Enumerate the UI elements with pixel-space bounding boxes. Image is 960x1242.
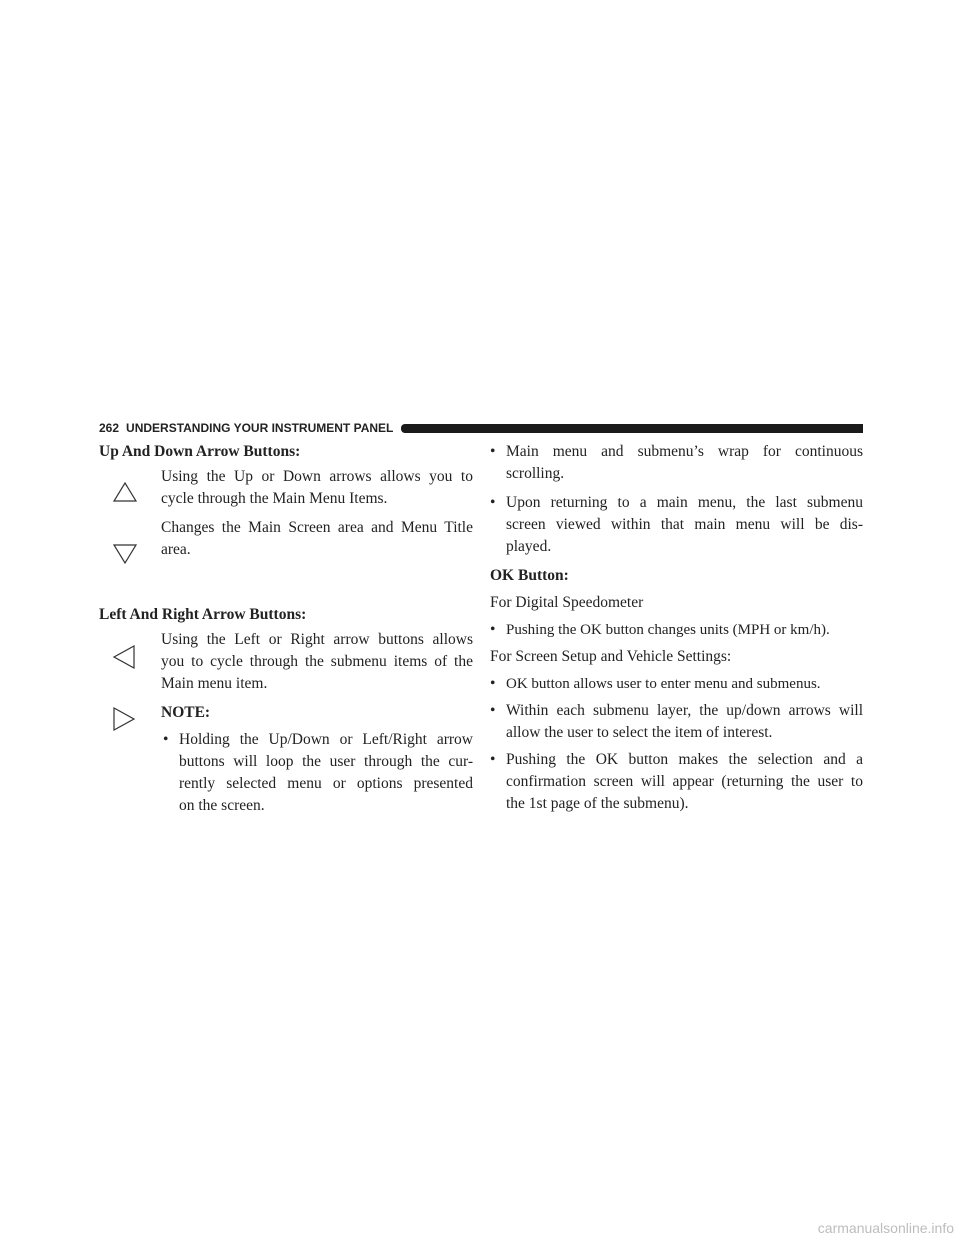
bullet-mark: •: [490, 494, 496, 511]
note-label: NOTE:: [161, 704, 211, 721]
return-bullet-line3: played.: [506, 538, 552, 555]
bullet-mark: •: [490, 621, 496, 638]
setup-bullet-3-line1: Pushing the OK button makes the selection and a: [506, 751, 863, 768]
bullet-mark: •: [490, 702, 496, 719]
updown-para-1-line2: cycle through the Main Menu Items.: [161, 490, 388, 507]
leftright-para-line3: Main menu item.: [161, 675, 268, 692]
ok-heading: OK Button:: [490, 567, 569, 584]
note-bullet-mark: •: [163, 731, 169, 748]
return-bullet-line2: screen viewed within that main menu will be dis-: [506, 516, 863, 533]
section-title: UNDERSTANDING YOUR INSTRUMENT PANEL: [126, 421, 394, 435]
setup-bullet-3-line2: confirmation screen will appear (returning the user to: [506, 773, 863, 790]
setup-bullet-3-line3: the 1st page of the submenu).: [506, 795, 689, 812]
note-bullet-line1: Holding the Up/Down or Left/Right arrow: [179, 731, 473, 748]
updown-para-2-line2: area.: [161, 541, 191, 558]
up-arrow-icon: [112, 481, 138, 503]
watermark-text: carmanualsonline.info: [817, 1220, 954, 1236]
leftright-heading: Left And Right Arrow Buttons:: [99, 606, 307, 623]
leftright-para-line2: you to cycle through the submenu items of the: [161, 653, 473, 670]
digital-speedometer-label: For Digital Speedometer: [490, 594, 644, 611]
bullet-mark: •: [490, 443, 496, 460]
down-arrow-icon: [112, 543, 138, 565]
return-bullet-line1: Upon returning to a main menu, the last submenu: [506, 494, 863, 511]
updown-para-2: Changes the Main Screen area and Menu Title: [161, 519, 473, 536]
note-bullet-line4: on the screen.: [179, 797, 265, 814]
header-rule: [401, 424, 863, 433]
updown-heading: Up And Down Arrow Buttons:: [99, 443, 301, 460]
digital-bullet: Pushing the OK button changes units (MPH or km/h).: [506, 622, 830, 638]
setup-bullet-2-line2: allow the user to select the item of interest.: [506, 724, 773, 741]
wrap-bullet-line1: Main menu and submenu’s wrap for continuous: [506, 443, 863, 460]
left-arrow-icon: [112, 644, 136, 670]
setup-bullet-1: OK button allows user to enter menu and submenus.: [506, 676, 821, 692]
setup-bullet-2-line1: Within each submenu layer, the up/down arrows will: [506, 702, 863, 719]
page-number: 262: [99, 421, 120, 435]
bullet-mark: •: [490, 751, 496, 768]
note-bullet-line3: rently selected menu or options presented: [179, 775, 473, 792]
watermark: [700, 1202, 960, 1242]
leftright-para-line1: Using the Left or Right arrow buttons allows: [161, 631, 473, 648]
right-arrow-icon: [112, 706, 136, 732]
screen-setup-label: For Screen Setup and Vehicle Settings:: [490, 648, 732, 665]
bullet-mark: •: [490, 675, 496, 692]
note-bullet-line2: buttons will loop the user through the cur-: [179, 753, 473, 770]
page-header: [99, 420, 863, 436]
wrap-bullet-line2: scrolling.: [506, 465, 565, 482]
updown-para-1: Using the Up or Down arrows allows you to: [161, 468, 473, 485]
